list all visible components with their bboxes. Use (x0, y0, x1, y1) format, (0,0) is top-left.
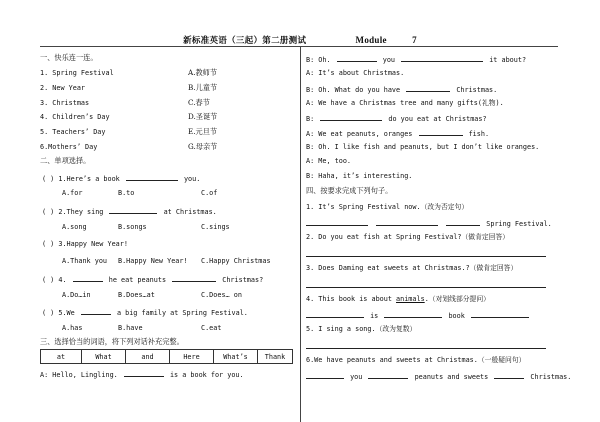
match-item-zh: C.春节 (188, 98, 210, 107)
match-item-zh: G.母亲节 (188, 142, 218, 151)
question-row (42, 273, 263, 285)
answer-row (306, 309, 531, 321)
answer-text: Christmas. (530, 373, 572, 381)
answer-blank[interactable] (419, 127, 463, 136)
answer-row (306, 279, 548, 291)
dialogue-line: A: Me, too. (306, 157, 352, 165)
answer-blank[interactable] (73, 273, 103, 282)
dialogue-line: A: We have a Christmas tree and many gifts(礼物). (306, 99, 504, 107)
page-title (0, 34, 600, 46)
question-row (42, 172, 200, 184)
question-text: 5.We (58, 309, 75, 317)
dialogue-line (306, 53, 526, 65)
question-text: he eat peanuts (108, 276, 167, 284)
answer-text: peanuts and sweets (414, 373, 489, 381)
answer-bracket[interactable]: ( ) (42, 276, 55, 284)
rewrite-question (306, 294, 490, 304)
answer-text: book (448, 312, 465, 320)
top-rule (40, 46, 558, 47)
match-item-en: 4. Children’s Day (40, 113, 110, 121)
answer-text: is (370, 312, 379, 320)
option: A.Do…in (62, 291, 91, 299)
dialogue-line (306, 127, 489, 139)
question-text: .（对划线部分提问） (424, 295, 490, 303)
answer-blank[interactable] (471, 309, 529, 318)
word-bank-item: Thank (258, 350, 293, 364)
option: A.for (62, 189, 83, 197)
answer-blank[interactable] (172, 273, 216, 282)
rewrite-question: 2. Do you eat fish at Spring Festival?（做肯定回答） (306, 233, 510, 241)
match-item-zh: A.教师节 (188, 68, 218, 77)
match-item-en: 1. Spring Festival (40, 69, 114, 77)
question-text: a big family at Spring Festival. (116, 309, 248, 317)
answer-blank[interactable] (494, 370, 524, 379)
question-row (42, 205, 217, 217)
answer-blank[interactable] (337, 53, 377, 62)
option: C.eat (201, 324, 222, 332)
word-bank-item: Here (170, 350, 214, 364)
dialogue-text: it about? (489, 56, 527, 64)
rewrite-question: 5. I sing a song.（改为复数） (306, 325, 417, 333)
match-item-en: 6.Mothers’ Day (40, 143, 98, 151)
answer-blank[interactable] (306, 217, 368, 226)
answer-text: Spring Festival. (486, 220, 552, 228)
word-bank-item: What (82, 350, 126, 364)
option: A.song (62, 223, 87, 231)
dialogue-line (306, 112, 487, 124)
question-text: 2.They sing (58, 208, 104, 216)
section3-heading: 三、选择恰当的词语，将下列对话补充完整。 (40, 337, 184, 346)
option: C.sings (201, 223, 230, 231)
answer-blank[interactable] (376, 217, 438, 226)
dialogue-text: you (382, 56, 396, 64)
dialogue-line: A: It’s about Christmas. (306, 69, 405, 77)
answer-blank[interactable] (446, 217, 480, 226)
answer-blank[interactable] (320, 112, 382, 121)
question-text: Christmas? (222, 276, 264, 284)
answer-text: you (350, 373, 363, 381)
section1-heading: 一、快乐连一连。 (40, 53, 98, 62)
dialogue-text: do you eat at Christmas? (388, 115, 487, 123)
rewrite-question: 1. It’s Spring Festival now.（改为否定句） (306, 203, 469, 211)
section4-heading: 四、按要求完成下列句子。 (306, 186, 393, 195)
answer-blank[interactable] (306, 309, 364, 318)
answer-bracket[interactable]: ( ) (42, 309, 55, 317)
answer-blank[interactable] (306, 340, 546, 349)
answer-row (306, 340, 548, 352)
answer-row (306, 248, 548, 260)
match-item-zh: B.儿童节 (188, 83, 218, 92)
answer-bracket[interactable]: ( ) (42, 240, 55, 248)
match-item-en: 5. Teachers’ Day (40, 128, 106, 136)
answer-blank[interactable] (124, 368, 164, 377)
answer-blank[interactable] (81, 306, 111, 315)
word-bank (40, 349, 293, 364)
dialogue-text: Christmas. (456, 86, 498, 94)
word-bank-item: What’s (214, 350, 258, 364)
answer-row (306, 370, 571, 382)
dialogue-text: is a book for you. (169, 371, 244, 379)
match-item-en: 3. Christmas (40, 99, 90, 107)
rewrite-question: 6.We have peanuts and sweets at Christmas.（一般疑问句） (306, 356, 526, 364)
question-text: 3.Happy New Year! (58, 240, 128, 248)
option: B.Happy New Year! (118, 257, 188, 265)
option: B.Does…at (118, 291, 155, 299)
column-divider (300, 46, 301, 422)
answer-bracket[interactable]: ( ) (42, 175, 55, 183)
question-row (42, 306, 248, 318)
option: C.Happy Christmas (201, 257, 271, 265)
question-text: 4. This book is about (306, 295, 392, 303)
dialogue-text: B: (306, 115, 315, 123)
dialogue-line (40, 368, 244, 380)
title-text: 新标准英语（三起）第二册测试 (183, 36, 307, 46)
dialogue-text: B: Oh. What do you have (306, 86, 401, 94)
question-text: 1.Here’s a book (58, 175, 120, 183)
dialogue-line: B: Haha, it’s interesting. (306, 172, 413, 180)
dialogue-line (306, 83, 497, 95)
option: A.has (62, 324, 83, 332)
answer-blank[interactable] (306, 248, 546, 257)
word-bank-item: at (41, 350, 82, 364)
match-item-zh: D.圣诞节 (188, 112, 218, 121)
question-row (42, 239, 128, 249)
option: B.songs (118, 223, 147, 231)
match-item-en: 2. New Year (40, 84, 86, 92)
answer-blank[interactable] (126, 172, 178, 181)
answer-row (306, 217, 552, 229)
rewrite-question: 3. Does Daming eat sweets at Christmas.?（做肯定回答） (306, 264, 518, 272)
question-text: you. (183, 175, 201, 183)
answer-blank[interactable] (401, 53, 483, 62)
dialogue-text: A: Hello, Lingling. (40, 371, 118, 379)
question-text: 4. (58, 276, 67, 284)
option: B.to (118, 189, 135, 197)
answer-blank[interactable] (109, 205, 157, 214)
option: C.Does… on (201, 291, 242, 299)
answer-bracket[interactable]: ( ) (42, 208, 55, 216)
dialogue-text: B: Oh. (306, 56, 331, 64)
dialogue-text: A: We eat peanuts, oranges (306, 130, 413, 138)
answer-blank[interactable] (384, 309, 442, 318)
answer-blank[interactable] (368, 370, 408, 379)
underlined-word: animals (396, 295, 425, 303)
dialogue-text: fish. (468, 130, 490, 138)
option: B.have (118, 324, 143, 332)
word-bank-item: and (126, 350, 170, 364)
dialogue-line: B: Oh. I like fish and peanuts, but I don’t like oranges. (306, 143, 540, 151)
module-label: Module (355, 35, 387, 45)
question-text: at Christmas. (163, 208, 217, 216)
option: C.of (201, 189, 218, 197)
section2-heading: 二、单项选择。 (40, 156, 91, 165)
answer-blank[interactable] (306, 370, 344, 379)
answer-blank[interactable] (306, 279, 546, 288)
option: A.Thank you (62, 257, 108, 265)
match-item-zh: E.元旦节 (188, 127, 218, 136)
module-number: 7 (412, 35, 417, 45)
answer-blank[interactable] (406, 83, 450, 92)
